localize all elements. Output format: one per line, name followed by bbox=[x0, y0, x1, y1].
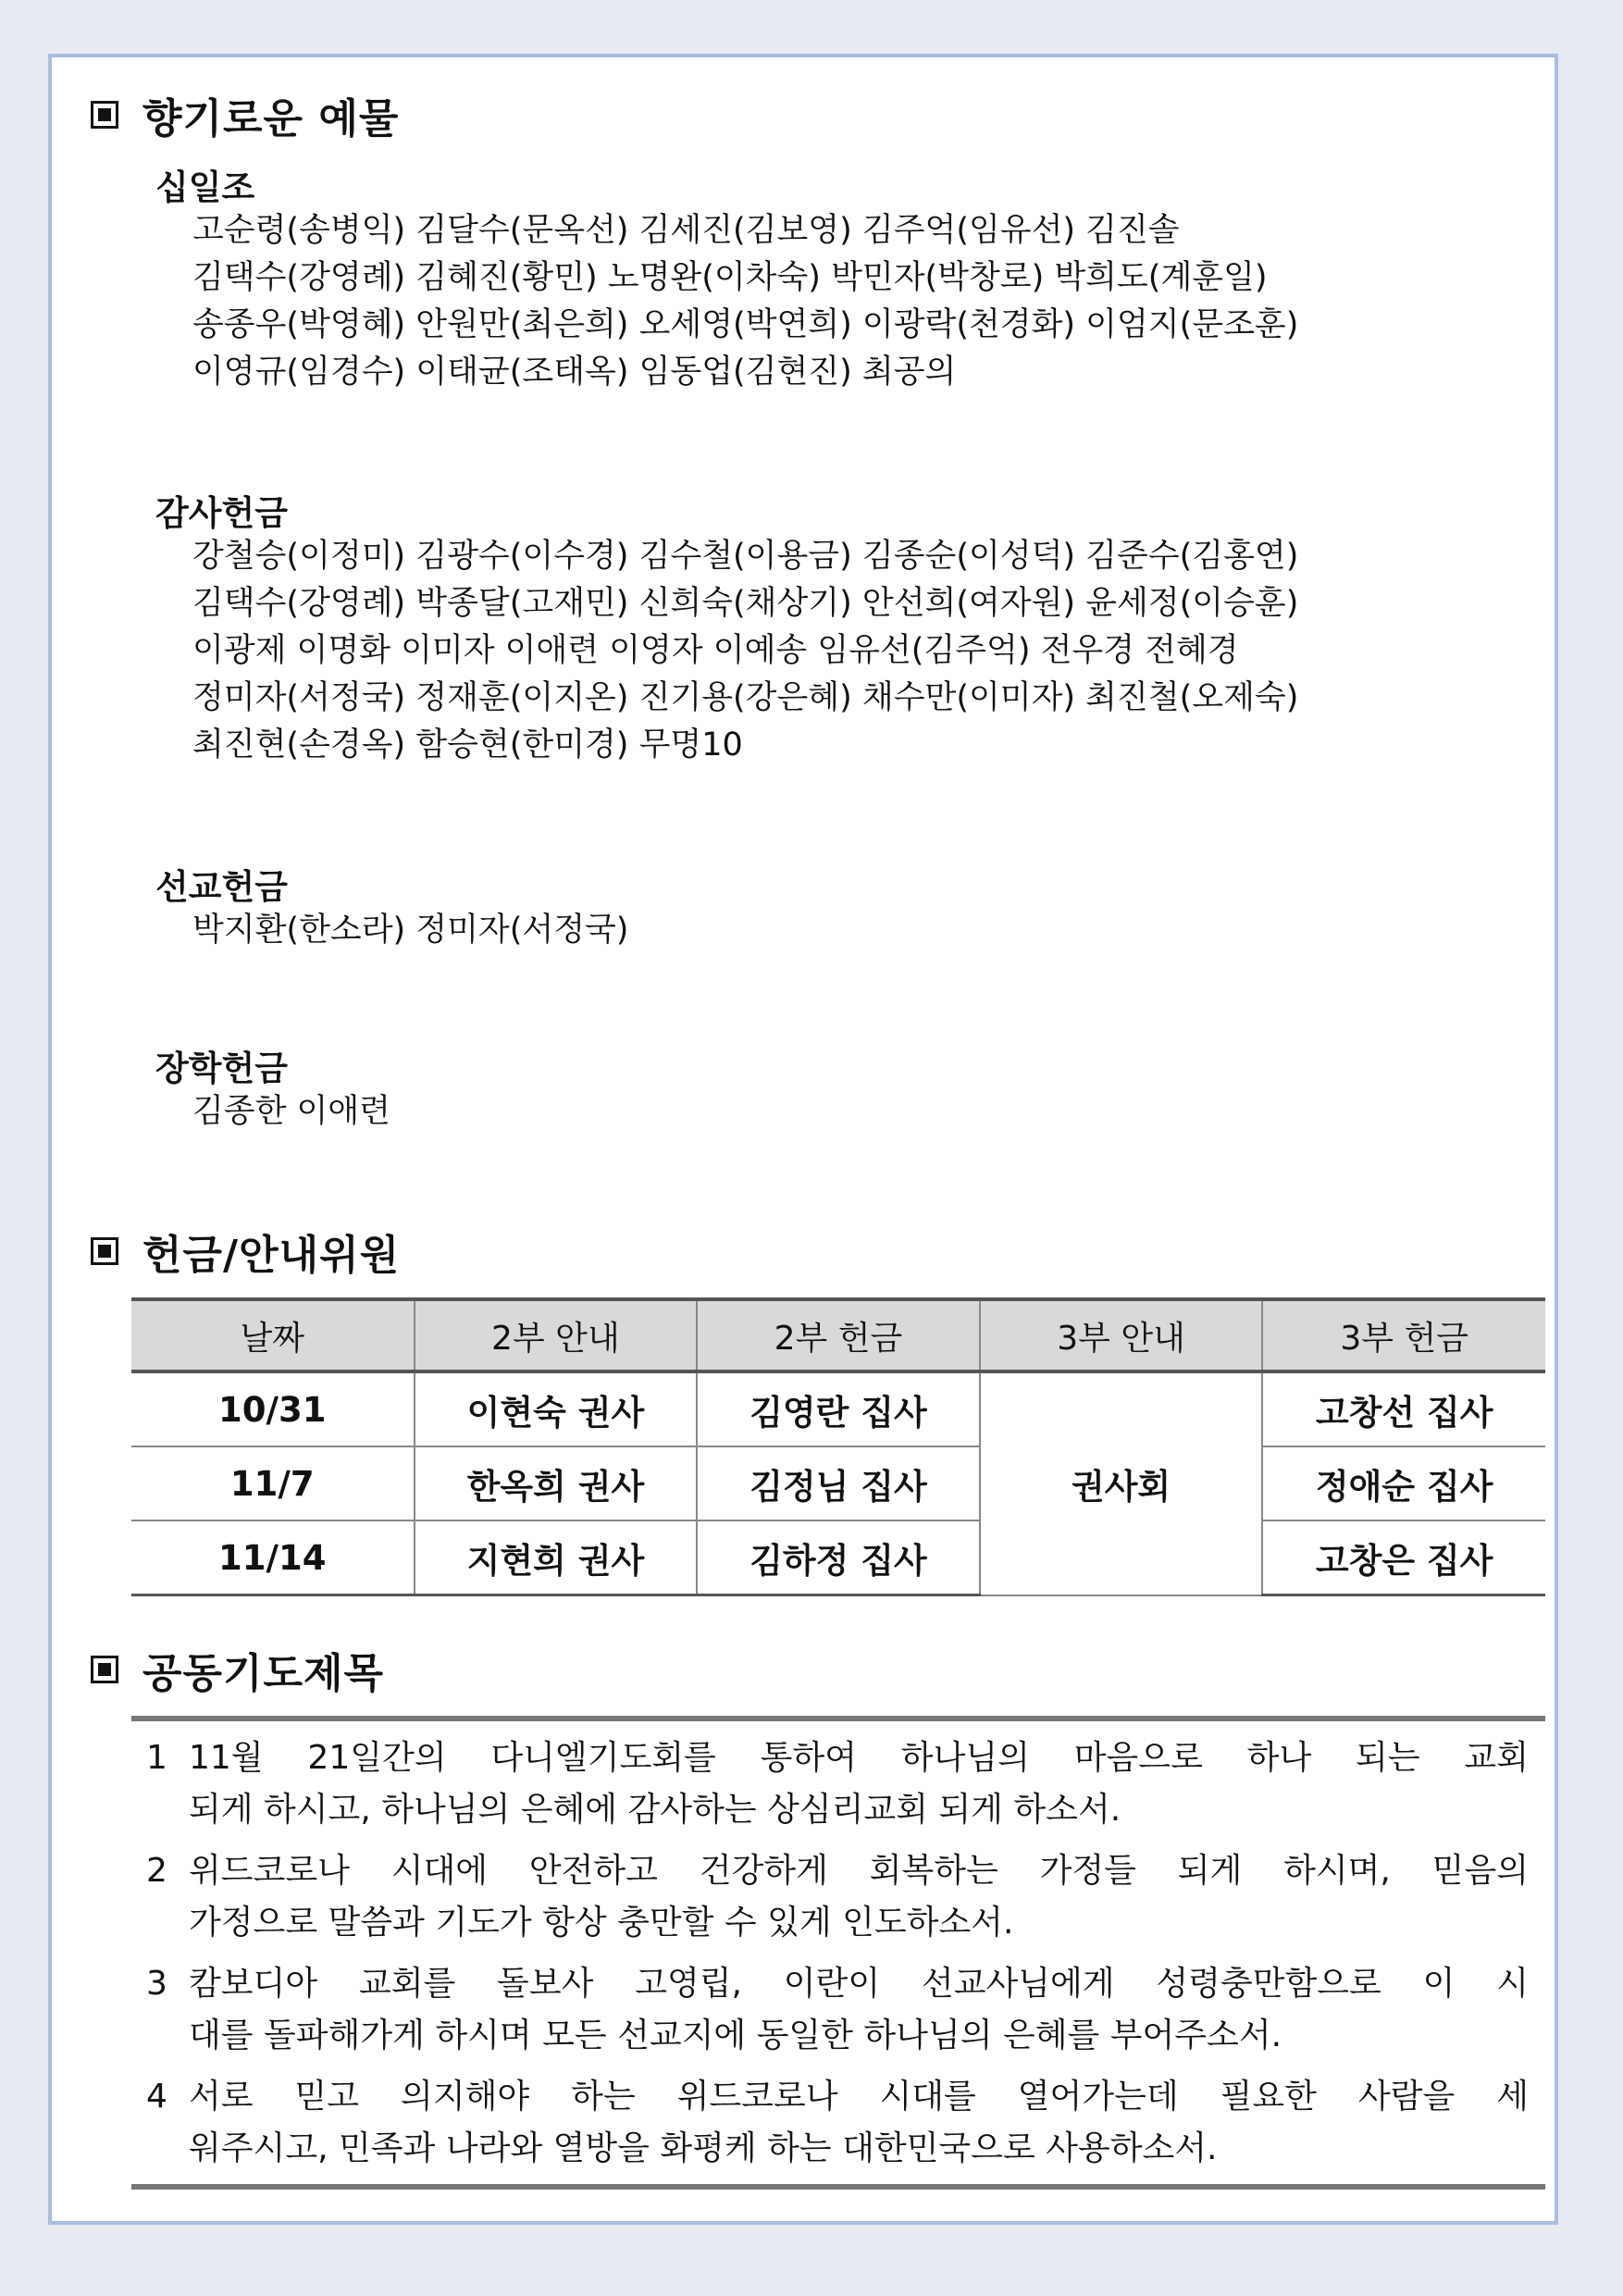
table-row bbox=[131, 1371, 1545, 1446]
prayer-section-heading bbox=[91, 1640, 384, 1699]
date-cell: 11/14 bbox=[131, 1520, 415, 1595]
guide3-merged-cell: 권사회 bbox=[980, 1371, 1263, 1595]
name-line: 이영규(임경수) 이태균(조태옥) 임동업(김현진) 최공의 bbox=[192, 354, 957, 391]
name-line: 최진현(손경옥) 함승현(한미경) 무명10 bbox=[192, 726, 743, 763]
bulletin-page bbox=[48, 54, 1558, 2225]
table-row bbox=[131, 1446, 1545, 1520]
offer3-cell: 고창은 집사 bbox=[1262, 1520, 1545, 1595]
guide2-cell: 한옥희 권사 bbox=[415, 1446, 698, 1520]
prayer-line: 위드코로나 시대에 안전하고 건강하게 회복하는 가정들 되게 하시며, 믿음의 bbox=[189, 1852, 1529, 1890]
list-item bbox=[131, 1845, 1545, 1949]
prayer-number: 2 bbox=[146, 1852, 167, 1890]
offering-section-heading bbox=[91, 85, 399, 144]
column-header: 2부 안내 bbox=[415, 1299, 698, 1371]
guide2-cell: 이현숙 권사 bbox=[415, 1371, 698, 1446]
offer3-cell: 정애순 집사 bbox=[1262, 1446, 1545, 1520]
prayer-line: 캄보디아 교회를 돌보사 고영립, 이란이 선교사님에게 성령충만함으로 이 시 bbox=[189, 1965, 1529, 2003]
filled-square-icon bbox=[91, 1237, 118, 1265]
name-line: 박지환(한소라) 정미자(서정국) bbox=[192, 912, 629, 949]
prayer-line: 워주시고, 민족과 나라와 열방을 화평케 하는 대한민국으로 사용하소서. bbox=[189, 2129, 1218, 2167]
scholarship-offering-title: 장학헌금 bbox=[155, 1049, 288, 1088]
offer3-cell: 고창선 집사 bbox=[1262, 1371, 1545, 1446]
filled-square-icon bbox=[91, 1656, 118, 1683]
column-header: 2부 헌금 bbox=[697, 1299, 980, 1371]
prayer-number: 1 bbox=[146, 1739, 167, 1777]
name-line: 고순령(송병익) 김달수(문옥선) 김세진(김보영) 김주억(임유선) 김진솔 bbox=[192, 212, 1180, 249]
mission-offering-title: 선교헌금 bbox=[155, 867, 288, 907]
prayer-text bbox=[189, 1845, 1545, 1949]
prayer-number: 4 bbox=[146, 2078, 167, 2116]
column-header: 날짜 bbox=[131, 1299, 415, 1371]
prayer-list bbox=[131, 1716, 1545, 2190]
ushers-table bbox=[131, 1297, 1545, 1596]
scholarship-offering-names bbox=[192, 1088, 1506, 1136]
thanks-offering-names bbox=[192, 533, 1506, 769]
prayer-section-title: 공동기도제목 bbox=[142, 1650, 385, 1697]
prayer-number: 3 bbox=[146, 1965, 167, 2003]
name-line: 송종우(박영혜) 안원만(최은희) 오세영(박연희) 이광락(천경화) 이엄지(문조훈) bbox=[192, 306, 1299, 343]
tithe-names bbox=[192, 207, 1506, 396]
name-line: 이광제 이명화 이미자 이애련 이영자 이예송 임유선(김주억) 전우경 전혜경 bbox=[192, 632, 1239, 669]
mission-offering-names bbox=[192, 907, 1506, 954]
thanks-offering-title: 감사헌금 bbox=[155, 493, 288, 533]
name-line: 김택수(강영례) 박종달(고재민) 신희숙(채상기) 안선희(여자원) 윤세정(이승훈) bbox=[192, 585, 1299, 622]
prayer-text bbox=[189, 1732, 1545, 1836]
name-line: 김택수(강영례) 김혜진(황민) 노명완(이차숙) 박민자(박창로) 박희도(계훈일) bbox=[192, 259, 1268, 296]
ushers-section-title: 헌금/안내위원 bbox=[142, 1232, 401, 1279]
offering-section-title: 향기로운 예물 bbox=[142, 95, 400, 143]
offer2-cell: 김하정 집사 bbox=[697, 1520, 980, 1595]
prayer-line: 11월 21일간의 다니엘기도회를 통하여 하나님의 마음으로 하나 되는 교회 bbox=[189, 1739, 1529, 1777]
list-item bbox=[131, 1958, 1545, 2062]
tithe-title: 십일조 bbox=[155, 168, 255, 207]
guide2-cell: 지현희 권사 bbox=[415, 1520, 698, 1595]
date-cell: 10/31 bbox=[131, 1371, 415, 1446]
offer2-cell: 김영란 집사 bbox=[697, 1371, 980, 1446]
filled-square-icon bbox=[91, 101, 118, 129]
prayer-text bbox=[189, 2071, 1545, 2175]
name-line: 정미자(서정국) 정재훈(이지온) 진기용(강은혜) 채수만(이미자) 최진철(오제숙) bbox=[192, 679, 1299, 716]
prayer-line: 대를 돌파해가게 하시며 모든 선교지에 동일한 하나님의 은혜를 부어주소서. bbox=[189, 2017, 1282, 2054]
prayer-line: 가정으로 말씀과 기도가 항상 충만할 수 있게 인도하소서. bbox=[189, 1904, 1014, 1942]
column-header: 3부 안내 bbox=[980, 1299, 1263, 1371]
date-cell: 11/7 bbox=[131, 1446, 415, 1520]
prayer-line: 서로 믿고 의지해야 하는 위드코로나 시대를 열어가는데 필요한 사람을 세 bbox=[189, 2078, 1529, 2116]
name-line: 강철승(이정미) 김광수(이수경) 김수철(이용금) 김종순(이성덕) 김준수(김홍연) bbox=[192, 538, 1299, 575]
offer2-cell: 김정님 집사 bbox=[697, 1446, 980, 1520]
table-row bbox=[131, 1520, 1545, 1595]
list-item bbox=[131, 2071, 1545, 2175]
list-item bbox=[131, 1732, 1545, 1836]
ushers-section-heading bbox=[91, 1222, 400, 1281]
prayer-text bbox=[189, 1958, 1545, 2062]
name-line: 김종한 이애련 bbox=[192, 1093, 390, 1130]
prayer-line: 되게 하시고, 하나님의 은혜에 감사하는 상심리교회 되게 하소서. bbox=[189, 1791, 1121, 1829]
table-header-row bbox=[131, 1299, 1545, 1371]
column-header: 3부 헌금 bbox=[1262, 1299, 1545, 1371]
